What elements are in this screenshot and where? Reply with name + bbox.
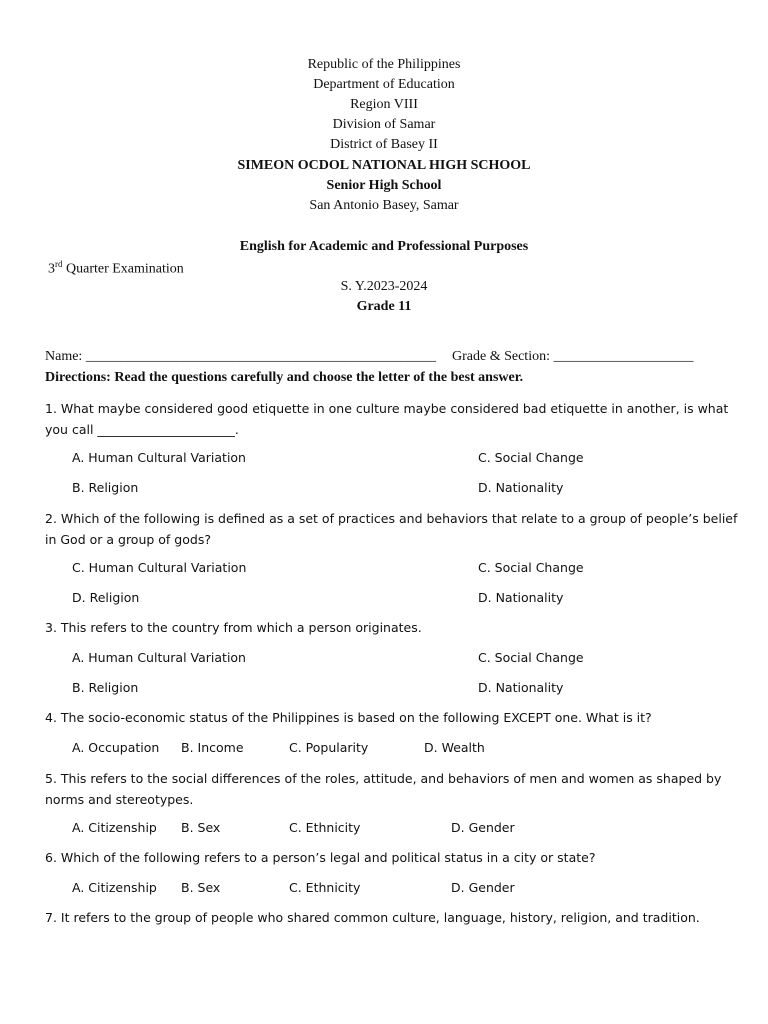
quarter-text: Quarter Examination (62, 261, 184, 277)
header-department: Department of Education (313, 77, 455, 92)
header-republic: Republic of the Philippines (307, 57, 461, 72)
header-region: Region VIII (350, 97, 418, 112)
quarter-suffix: rd (55, 259, 63, 269)
q4-option-b: B. Income (181, 740, 244, 755)
header-district: District of Basey II (330, 137, 438, 152)
q2-option-b: D. Religion (72, 590, 140, 605)
q6-option-c: C. Ethnicity (289, 880, 361, 895)
grade-section-field: Grade & Section: ____________________ (452, 349, 694, 364)
quarter-label (48, 259, 184, 278)
q6-option-d: D. Gender (451, 880, 515, 895)
name-field: Name: __________________________________________________ (45, 349, 436, 364)
q1-option-c: C. Social Change (478, 450, 584, 465)
q1-option-b: B. Religion (72, 480, 139, 495)
q3-option-c: C. Social Change (478, 650, 584, 665)
school-name: SIMEON OCDOL NATIONAL HIGH SCHOOL (237, 158, 531, 173)
q2-option-c: C. Social Change (478, 560, 584, 575)
header-division: Division of Samar (332, 117, 436, 132)
school-address: San Antonio Basey, Samar (309, 198, 459, 213)
question-5: 5. This refers to the social differences of the roles, attitude, and behaviors of men and women as shaped by norms and stereotypes. (45, 771, 722, 807)
question-1: 1. What maybe considered good etiquette in one culture maybe considered bad etiquette in another, is what you call ______________________. (45, 401, 729, 437)
q5-option-b: B. Sex (181, 820, 221, 835)
q4-option-c: C. Popularity (289, 740, 369, 755)
school-year: S. Y.2023-2024 (340, 279, 428, 294)
question-2: 2. Which of the following is defined as a set of practices and behaviors that relate to a group of people’s belief in God or a group of gods? (45, 511, 738, 547)
q2-option-a: C. Human Cultural Variation (72, 560, 247, 575)
q1-option-a: A. Human Cultural Variation (72, 450, 246, 465)
quarter-number: 3 (48, 261, 55, 277)
subject-title: English for Academic and Professional Purposes (239, 239, 529, 254)
q5-option-c: C. Ethnicity (289, 820, 361, 835)
school-level: Senior High School (326, 178, 442, 193)
question-7: 7. It refers to the group of people who shared common culture, language, history, religion, and tradition. (45, 910, 700, 925)
q3-option-a: A. Human Cultural Variation (72, 650, 246, 665)
q3-option-d: D. Nationality (478, 680, 564, 695)
question-4: 4. The socio-economic status of the Philippines is based on the following EXCEPT one. What is it? (45, 710, 652, 725)
question-3: 3. This refers to the country from which a person originates. (45, 620, 422, 635)
q5-option-a: A. Citizenship (72, 820, 157, 835)
directions: Directions: Read the questions carefully and choose the letter of the best answer. (45, 370, 524, 385)
q3-option-b: B. Religion (72, 680, 139, 695)
q6-option-b: B. Sex (181, 880, 221, 895)
q4-option-a: A. Occupation (72, 740, 160, 755)
q4-option-d: D. Wealth (424, 740, 485, 755)
q6-option-a: A. Citizenship (72, 880, 157, 895)
question-6: 6. Which of the following refers to a person’s legal and political status in a city or state? (45, 850, 596, 865)
q1-option-d: D. Nationality (478, 480, 564, 495)
grade-level: Grade 11 (356, 299, 412, 314)
q5-option-d: D. Gender (451, 820, 515, 835)
q2-option-d: D. Nationality (478, 590, 564, 605)
